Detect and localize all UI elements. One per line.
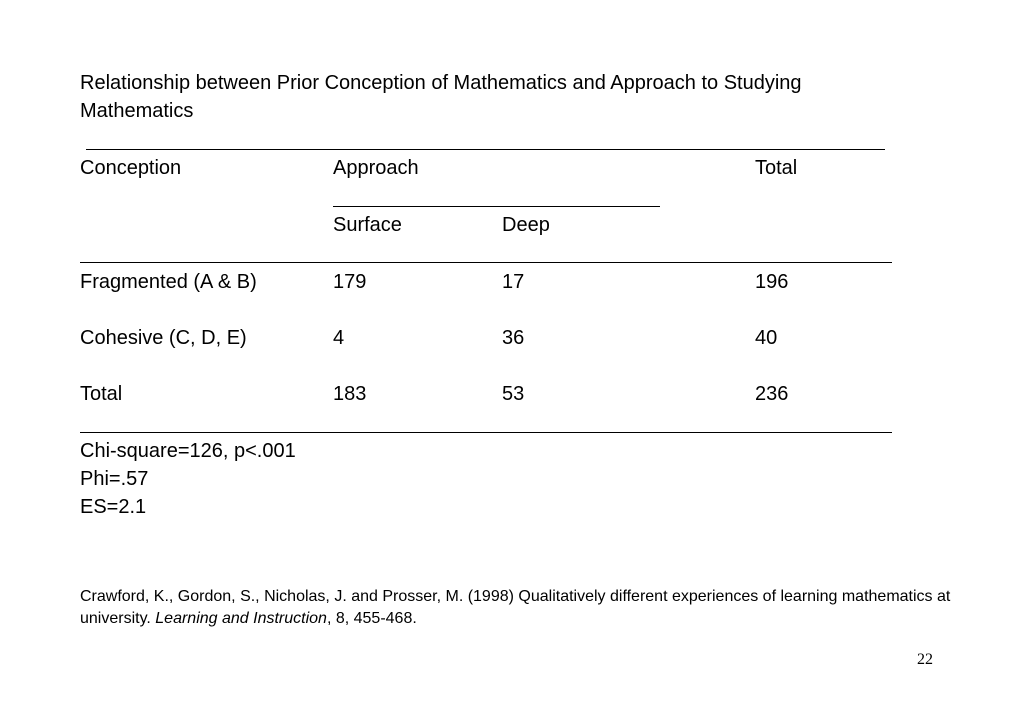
- stat-effect-size: ES=2.1: [80, 496, 147, 518]
- citation-journal: Learning and Instruction: [155, 610, 327, 627]
- header-approach: Approach: [333, 157, 419, 179]
- page-number: 22: [917, 651, 933, 668]
- header-surface: Surface: [333, 214, 402, 236]
- row-label-fragmented: Fragmented (A & B): [80, 271, 257, 293]
- approach-underline-rule: [333, 206, 660, 207]
- cell-cohesive-total: 40: [755, 327, 778, 349]
- cell-cohesive-deep: 36: [502, 327, 525, 349]
- cell-total-total: 236: [755, 383, 789, 405]
- cell-total-deep: 53: [502, 383, 525, 405]
- cell-fragmented-deep: 17: [502, 271, 525, 293]
- cell-fragmented-total: 196: [755, 271, 789, 293]
- stat-phi: Phi=.57: [80, 468, 149, 490]
- title-underline-rule: [86, 149, 885, 150]
- header-total: Total: [755, 157, 798, 179]
- table-bottom-rule: [80, 432, 892, 433]
- citation-details: , 8, 455-468.: [326, 610, 417, 627]
- cell-fragmented-surface: 179: [333, 271, 367, 293]
- cell-cohesive-surface: 4: [333, 327, 345, 349]
- table-title-line-2: Mathematics: [80, 100, 194, 122]
- row-label-cohesive: Cohesive (C, D, E): [80, 327, 247, 349]
- citation-authors: Crawford, K., Gordon, S., Nicholas, J. and Prosser, M. (1998) Qualitatively different experiences of learning mathematics at university.: [80, 588, 951, 627]
- row-label-total: Total: [80, 383, 123, 405]
- header-deep: Deep: [502, 214, 550, 236]
- header-bottom-rule: [80, 262, 892, 263]
- citation: [80, 586, 960, 630]
- stat-chi-square: Chi-square=126, p<.001: [80, 440, 296, 462]
- table-title-line-1: Relationship between Prior Conception of Mathematics and Approach to Studying: [80, 72, 802, 94]
- cell-total-surface: 183: [333, 383, 367, 405]
- header-conception: Conception: [80, 157, 182, 179]
